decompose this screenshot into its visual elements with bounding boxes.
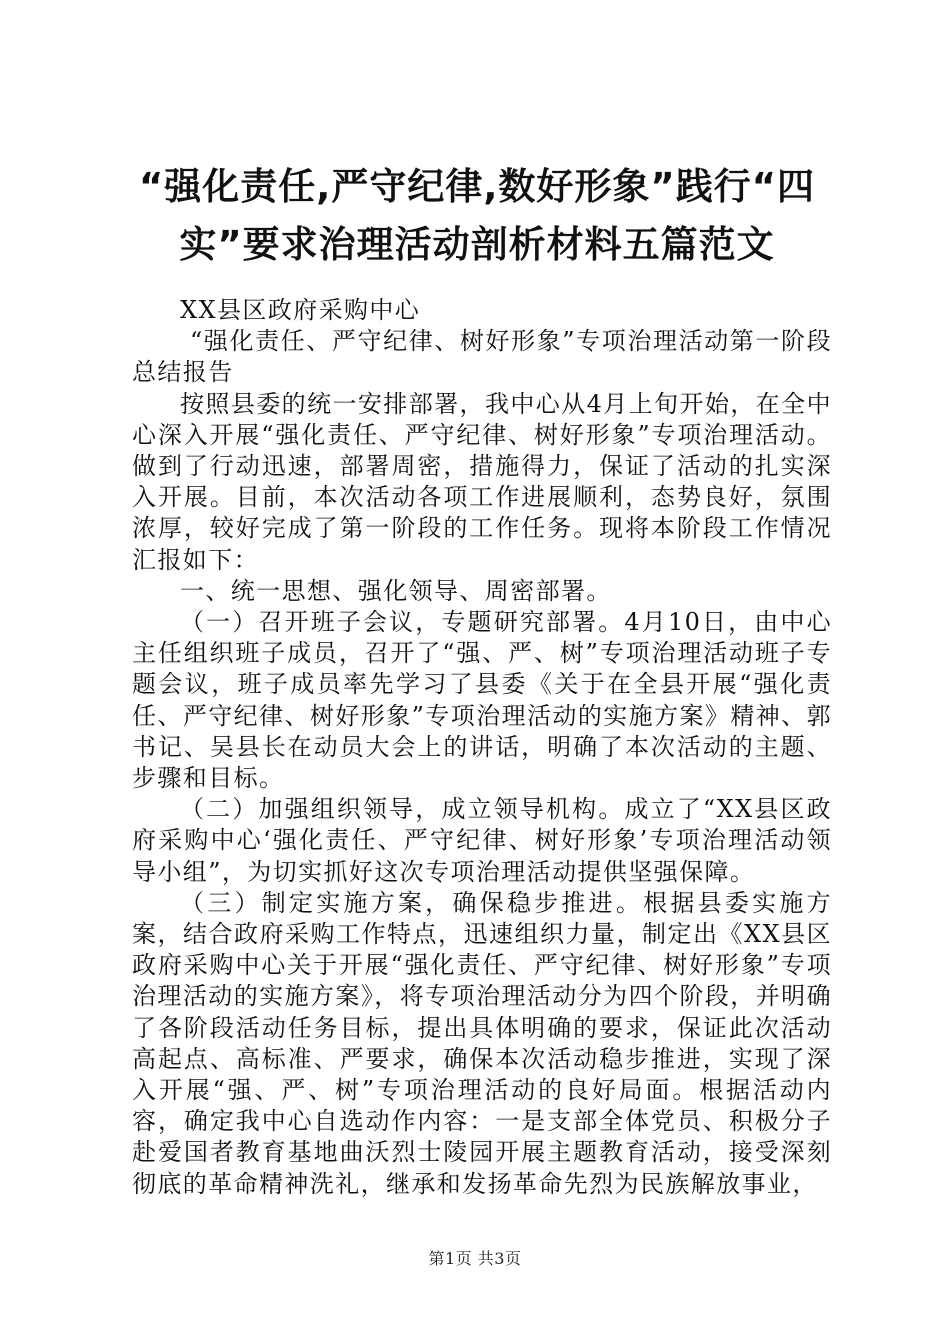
page-number-footer: 第1页 共3页 — [428, 1249, 522, 1268]
paragraph-intro: 按照县委的统一安排部署，我中心从4月上旬开始，在全中心深入开展“强化责任、严守纪律、树好形象”专项治理活动。做到了行动迅速，部署周密，措施得力，保证了活动的扎实深入开展。目前，本次活动各项工作进展顺利，态势良好，氛围浓厚，较好完成了第一阶段的工作任务。现将本阶段工作情况汇报如下： — [132, 389, 832, 574]
paragraph-item-3: （三）制定实施方案，确保稳步推进。根据县委实施方案，结合政府采购工作特点，迅速组织力量，制定出《XX县区政府采购中心关于开展“强化责任、严守纪律、树好形象”专项治理活动的实施方案》，将专项治理活动分为四个阶段，并明确了各阶段活动任务目标，提出具体明确的要求，保证此次活动高起点、高标准、严要求，确保本次活动稳步推进，实现了深入开展“强、严、树”专项治理活动的良好局面。根据活动内容，确定我中心自选动作内容：一是支部全体党员、积极分子赴爱国者教育基地曲沃烈士陵园开展主题教育活动，接受深刻彻底的革命精神洗礼，继承和发扬革命先烈为民族解放事业， — [132, 888, 832, 1198]
paragraph-item-1: （一）召开班子会议，专题研究部署。4月10日，由中心主任组织班子成员，召开了“强、严、树”专项治理活动班子专题会议，班子成员率先学习了县委《关于在全县开展“强化责任、严守纪律、树好形象”专项治理活动的实施方案》精神、郭书记、吴县长在动员大会上的讲话，明确了本次活动的主题、步骤和目标。 — [132, 608, 832, 793]
paragraph-organization: XX县区政府采购中心 — [180, 296, 421, 324]
section-heading-1: 一、统一思想、强化领导、周密部署。 — [180, 576, 612, 605]
document-body — [132, 295, 832, 1200]
paragraph-item-2: （二）加强组织领导，成立领导机构。成立了“XX县区政府采购中心‘强化责任、严守纪律、树好形象’专项治理活动领导小组”，为切实抓好这次专项治理活动提供坚强保障。 — [132, 795, 832, 886]
paragraph-report-title: “强化责任、严守纪律、树好形象”专项治理活动第一阶段总结报告 — [132, 327, 832, 387]
document-title: “强化责任,严守纪律,数好形象”践行“四实”要求治理活动剖析材料五篇范文 — [138, 165, 816, 266]
